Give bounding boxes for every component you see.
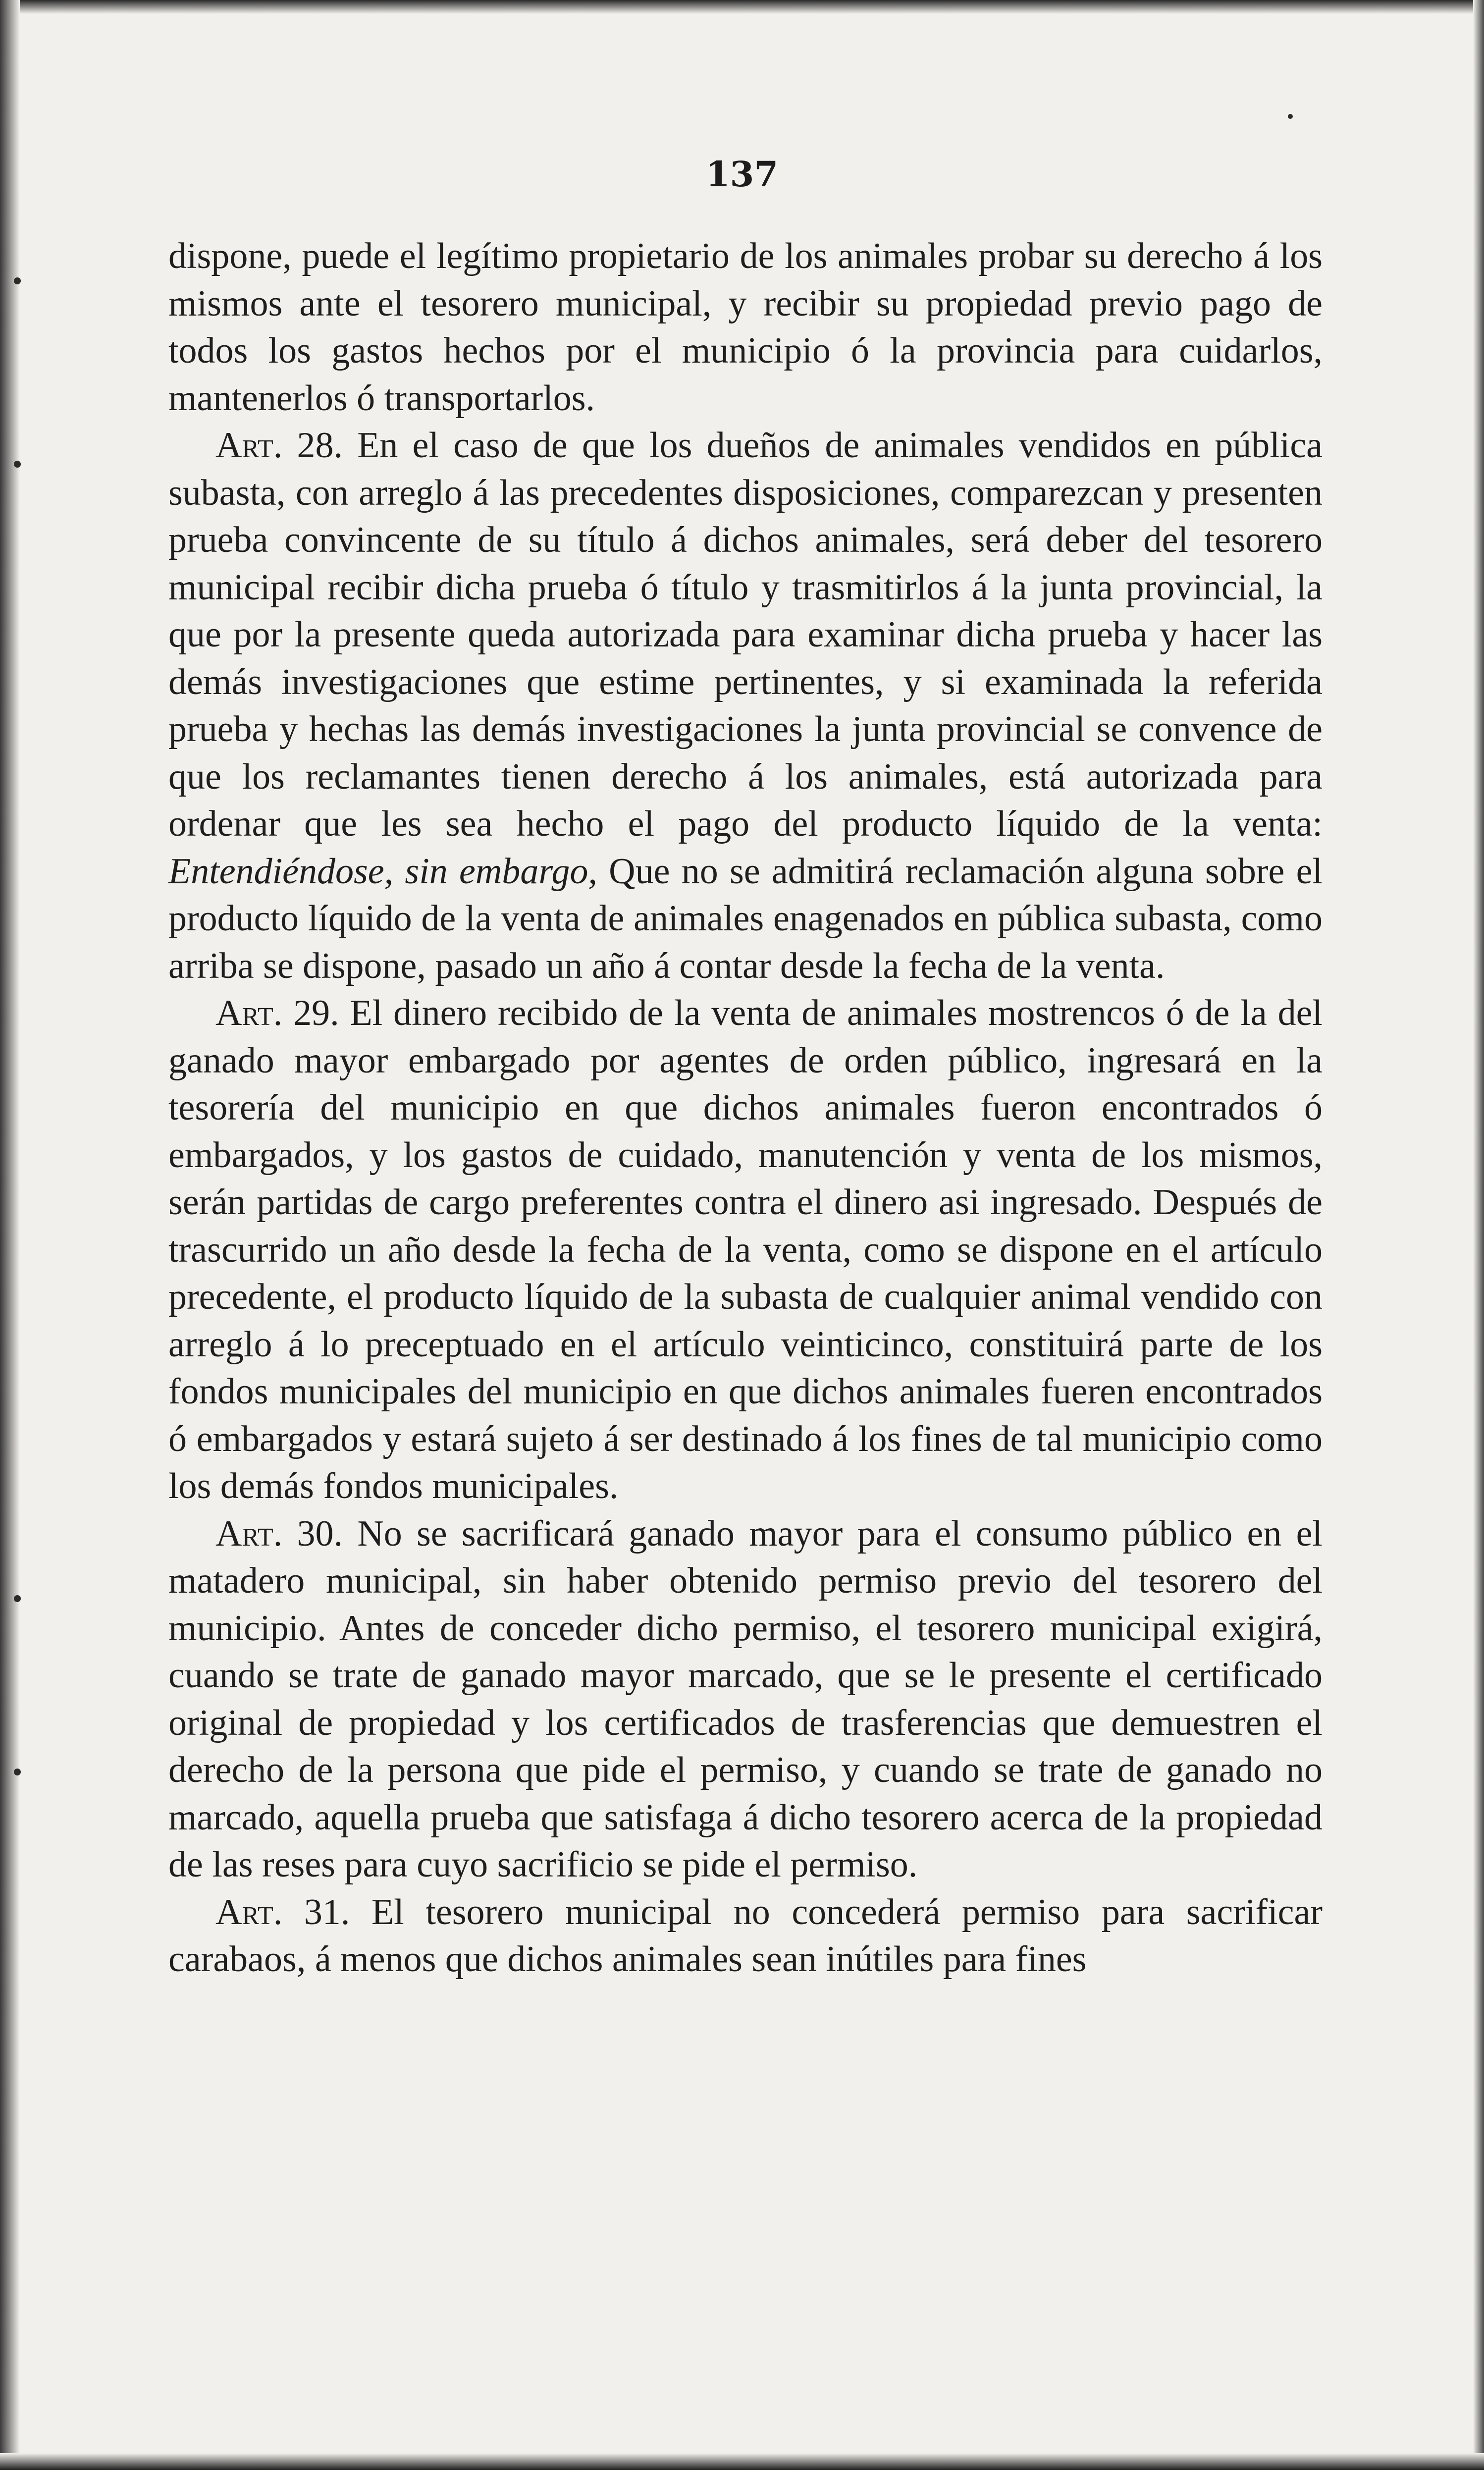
paragraph-art-30 (168, 1510, 1323, 1889)
paragraph-text: En el caso de que los dueños de animales vendidos en pública subasta, con arreglo á las precedentes disposiciones, comparezcan y presenten prueba convincente de su título á dichos animales, será deber del tesorero municipal recibir dicha prueba ó título y trasmitirlos á la junta provincial, la que por la presente queda autorizada para examinar dicha prueba y hacer las demás investigaciones que estime pertinentes, y si examinada la referida prueba y hechas las demás investigaciones la junta provincial se convence de que los reclamantes tienen derecho á los animales, está autorizada para ordenar que les sea hecho el pago del producto líquido de la venta: (168, 425, 1323, 844)
scan-edge-right (1473, 0, 1484, 2470)
paragraph-art-31 (168, 1889, 1323, 1984)
article-label: Art. 31. (215, 1891, 350, 1933)
italic-proviso: Entendiéndose, sin embargo, (168, 851, 597, 892)
article-label: Art. 29. (215, 993, 339, 1033)
margin-speck (14, 1769, 21, 1775)
scan-edge-left (0, 0, 20, 2470)
paragraph-text: El dinero recibido de la venta de animales mostrencos ó de la del ganado mayor embargado por agentes de orden público, ingresará en la tesorería del municipio en que dichos animales fueron encontrados ó embargados, y los gastos de cuidado, manutención y venta de los mismos, serán partidas de cargo preferentes contra el dinero asi ingresado. Después de trascurrido un año desde la fecha de la venta, como se dispone en el artículo precedente, el producto líquido de la subasta de cualquier animal vendido con arreglo á lo preceptuado en el artículo veinticinco, constituirá parte de los fondos municipales del municipio en que dichos animales fueren encontrados ó embargados y estará sujeto á ser destinado á los fines de tal municipio como los demás fondos municipales. (168, 993, 1323, 1506)
page-speck (1288, 114, 1293, 119)
scan-edge-top (0, 0, 1484, 14)
article-label: Art. 28. (215, 425, 343, 466)
paragraph-continuation (168, 233, 1323, 422)
body-text (168, 233, 1323, 1984)
paragraph-text: El tesorero municipal no concederá permiso para sacrificar carabaos, á menos que dichos animales sean inútiles para fines (168, 1891, 1323, 1980)
paragraph-text: No se sacrificará ganado mayor para el consumo público en el matadero municipal, sin haber obtenido permiso previo del tesorero del municipio. Antes de conceder dicho permiso, el tesorero municipal exigirá, cuando se trate de ganado mayor marcado, que se le presente el certificado original de propiedad y los certificados de trasferencias que demuestren el derecho de la persona que pide el permiso, y cuando se trate de ganado no marcado, aquella prueba que satisfaga á dicho tesorero acerca de la propiedad de las reses para cuyo sacrificio se pide el permiso. (168, 1513, 1323, 1885)
margin-speck (14, 1595, 21, 1602)
page-number: 137 (705, 154, 779, 195)
paragraph-text: dispone, puede el legítimo propietario de los animales probar su derecho á los mismos ante el tesorero municipal, y recibir su propiedad previo pago de todos los gastos hechos por el municipio ó la provincia para cuidarlos, mantenerlos ó transportarlos. (168, 236, 1323, 419)
paragraph-art-28 (168, 422, 1323, 990)
article-label: Art. 30. (215, 1513, 343, 1554)
scan-edge-bottom (0, 2453, 1484, 2470)
paragraph-art-29 (168, 990, 1323, 1510)
margin-speck (14, 461, 21, 468)
margin-speck (14, 277, 21, 284)
paragraph-text-after: Que no se admitirá reclamación alguna sobre el producto líquido de la venta de animales enagenados en pública subasta, como arriba se dispone, pasado un año á contar desde la fecha de la venta. (168, 851, 1323, 986)
